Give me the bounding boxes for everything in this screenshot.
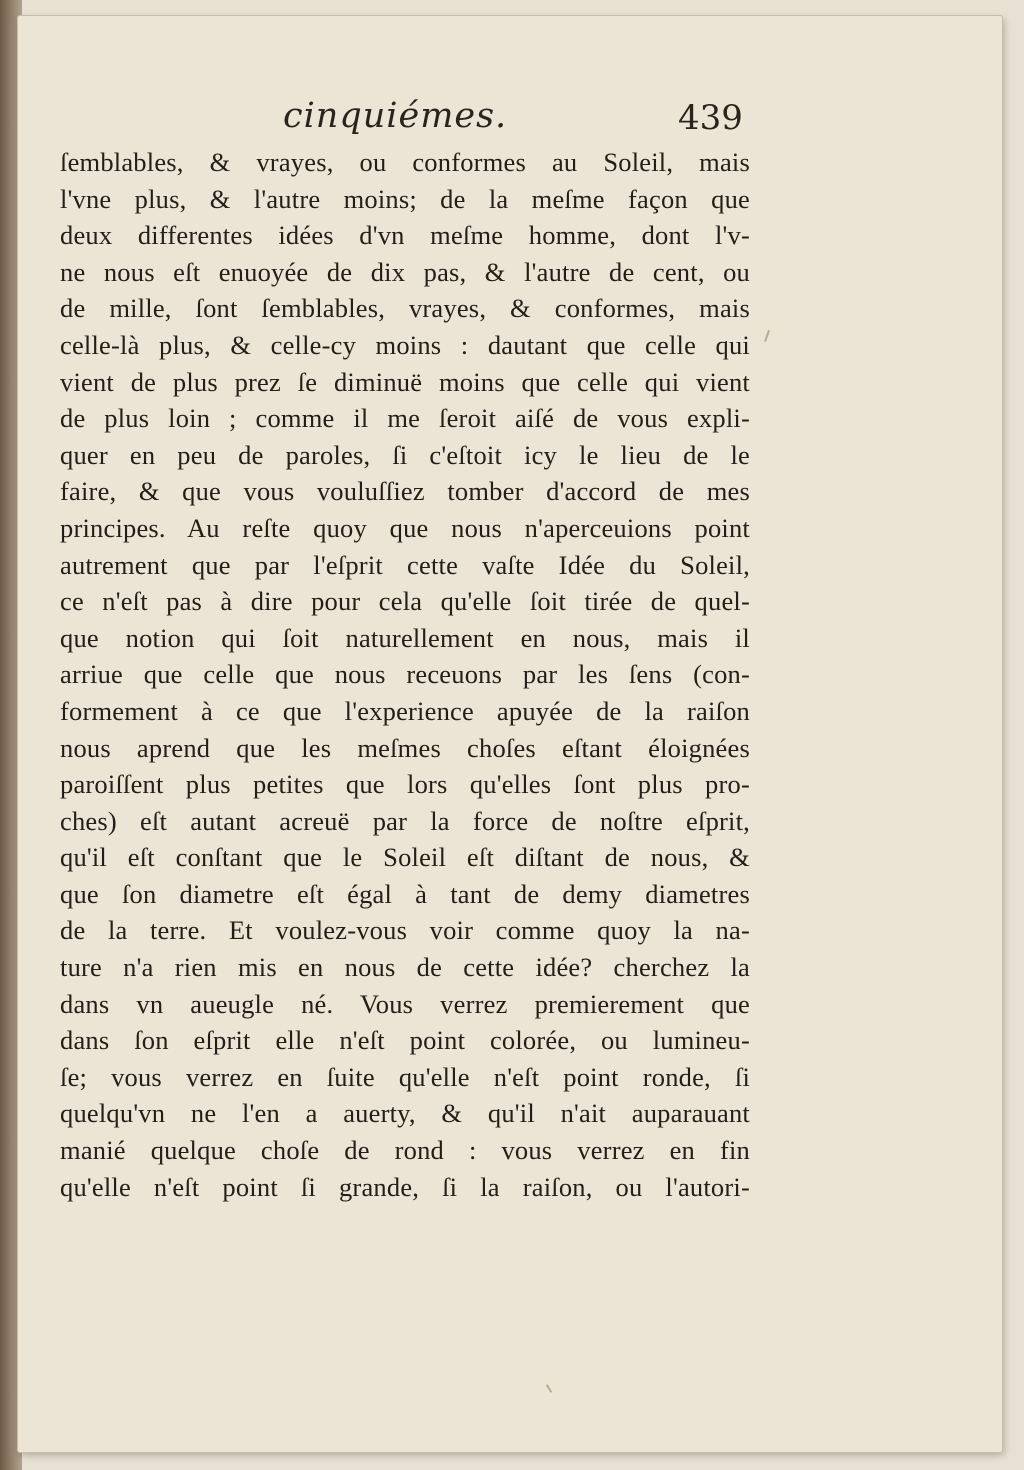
text-line: autrement que par l'eſprit cette vaſte Idée du Soleil, [60,549,750,580]
text-line: dans vn aueugle né. Vous verrez premierement que [60,988,750,1019]
text-line: que ſon diametre eſt égal à tant de demy diametres [60,878,750,909]
text-line: formement à ce que l'experience apuyée de la raiſon [60,695,750,726]
text-line: celle-là plus, & celle-cy moins : dautant que celle qui [60,329,750,360]
text-line: manié quelque choſe de rond : vous verrez en fin [60,1135,750,1166]
text-line: de plus loin ; comme il me ſeroit aiſé de vous expli- [60,403,750,434]
page-header [58,88,962,148]
text-line: ſemblables, & vrayes, ou conformes au Soleil, mais [60,147,750,177]
margin-speck [764,330,770,342]
text-line: vient de plus prez ſe diminuë moins que celle qui vient [60,366,750,397]
text-line: ſe; vous verrez en ſuite qu'elle n'eſt point ronde, ſi [60,1061,750,1092]
page-number: 439 [678,98,743,138]
text-line: principes. Au reſte quoy que nous n'aperceuions point [60,512,750,543]
text-line: qu'il eſt conſtant que le Soleil eſt diſtant de nous, & [60,842,750,873]
running-title: cinquiémes. [283,96,508,136]
text-line: quer en peu de paroles, ſi c'eſtoit icy le lieu de le [60,439,750,470]
text-line: qu'elle n'eſt point ſi grande, ſi la raiſon, ou l'autori- [60,1171,750,1202]
margin-speck [546,1384,552,1393]
text-line: paroiſſent plus petites que lors qu'elles ſont plus pro- [60,769,750,800]
text-line: que notion qui ſoit naturellement en nous, mais il [60,622,750,653]
text-line: faire, & que vous vouluſſiez tomber d'accord de mes [60,476,750,507]
text-line: de la terre. Et voulez-vous voir comme quoy la na- [60,915,750,946]
text-line: deux differentes idées d'vn meſme homme, dont l'v- [60,220,750,251]
text-line: ches) eſt autant acreuë par la force de noſtre eſprit, [60,805,750,836]
text-line: ce n'eſt pas à dire pour cela qu'elle ſoit tirée de quel- [60,586,750,617]
text-line: de mille, ſont ſemblables, vrayes, & conformes, mais [60,293,750,324]
book-page [18,16,1002,1452]
text-line: arriue que celle que nous receuons par les ſens (con- [60,659,750,690]
body-text [60,144,750,1205]
text-line: l'vne plus, & l'autre moins; de la meſme façon que [60,183,750,214]
text-line: ne nous eſt enuoyée de dix pas, & l'autre de cent, ou [60,256,750,287]
text-line: ture n'a rien mis en nous de cette idée? cherchez la [60,952,750,983]
text-line: dans ſon eſprit elle n'eſt point colorée, ou lumineu- [60,1025,750,1056]
text-line: nous aprend que les meſmes choſes eſtant éloignées [60,732,750,763]
text-line: quelqu'vn ne l'en a auerty, & qu'il n'ait auparauant [60,1098,750,1129]
